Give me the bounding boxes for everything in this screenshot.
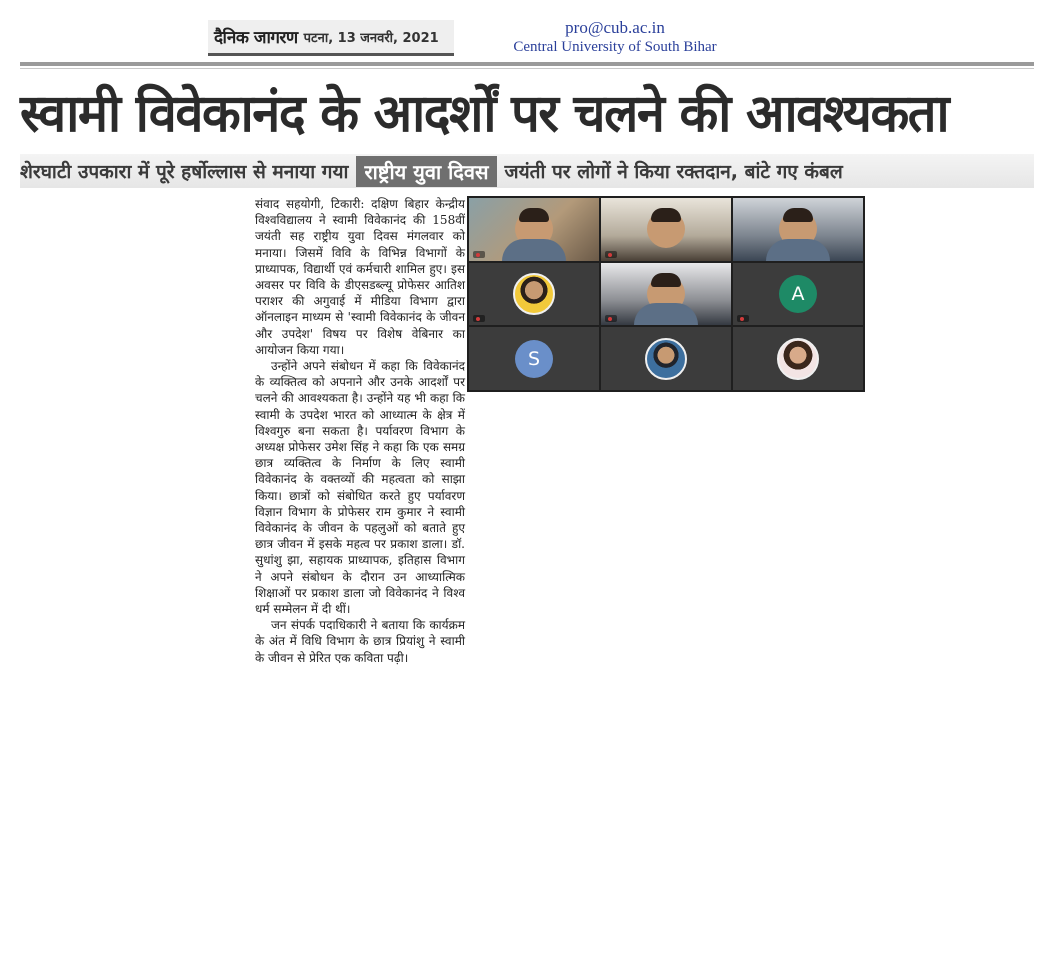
participant-body xyxy=(634,303,698,325)
participant-photo xyxy=(777,338,819,380)
participant-photo-tile xyxy=(601,327,731,390)
participant-name-tag xyxy=(605,251,617,258)
participant-name-tag xyxy=(737,315,749,322)
article-paragraph: उन्होंने अपने संबोधन में कहा कि विवेकानंद के व्यक्तित्व को अपनाने और उनके आदर्शों पर चलने की आवश्यकता है। उन्होंने यह भी कहा कि स्वामी के उपदेश भारत को आध्यात्म के क्षेत्र में विश्वगुरु बना सकता है। पर्यावरण विभाग के अध्यक्ष प्रोफेसर उमेश सिंह ने कहा कि एक समग्र छात्र व्यक्तित्व के निर्माण के लिए स्वामी विवेकानंद के वक्तव्यों की महत्वता को साझा किया। छात्रों को संबोधित करते हुए पर्यावरण विज्ञान विभाग के प्रोफेसर राम कुमार ने स्वामी विवेकानंद के जीवन के पहलुओं को बताते हुए छात्र जीवन में इसके महत्व पर प्रकाश डाला। डॉ. सुधांशु झा, सहायक प्राध्यापक, इतिहास विभाग ने अपने संबोधन के दौरान उन आध्यात्मिक शिक्षाओं पर प्रकाश डाला जो विवेकानंद ने विश्व धर्म सम्मेलन में दी थीं। xyxy=(255,359,465,617)
participant-video-tile xyxy=(733,198,863,261)
masthead-rule-thin xyxy=(20,68,1034,69)
article-paragraph: संवाद सहयोगी, टिकारी: दक्षिण बिहार केन्द्रीय विश्वविद्यालय ने स्वामी विवेकानंद की 158वीं जयंती सह राष्ट्रीय युवा दिवस मंगलवार को मनाया। जिसमें विवि के विभिन्न विभागों के प्राध्यापक, विद्यार्थी एवं कर्मचारी शामिल हुए। इस अवसर पर विवि के डीएसडब्ल्यू प्रोफेसर आतिश पराशर की अगुवाई में मीडिया विभाग द्वारा ऑनलाइन माध्यम से 'स्वामी विवेकानंद के जीवन और उपदेश' विषय पर विशेष वेबिनार का आयोजन किया गया। xyxy=(255,197,465,357)
participant-name-tag xyxy=(473,251,485,258)
newspaper-name: दैनिक जागरण xyxy=(214,28,298,48)
article-paragraph: जन संपर्क पदाधिकारी ने बताया कि कार्यक्रम के अंत में विधि विभाग के छात्र प्रियांशु ने स्वामी के जीवन से प्रेरित एक कविता पढ़ी। xyxy=(255,618,465,665)
participant-video-tile xyxy=(469,198,599,261)
newspaper-masthead xyxy=(208,20,454,56)
participant-photo-tile xyxy=(469,263,599,326)
article-headline: स्वामी विवेकानंद के आदर्शों पर चलने की आवश्यकता xyxy=(20,84,949,144)
participant-video-tile xyxy=(601,263,731,326)
participant-video-tile xyxy=(601,198,731,261)
subhead-before: शेरघाटी उपकारा में पूरे हर्षोल्लास से मनाया गया xyxy=(20,161,349,183)
participant-name-tag xyxy=(473,315,485,322)
participant-photo xyxy=(645,338,687,380)
participant-photo xyxy=(513,273,555,315)
webinar-screenshot xyxy=(467,196,865,392)
contact-block xyxy=(480,18,750,56)
article-body xyxy=(255,196,465,666)
participant-face xyxy=(647,210,685,248)
participant-avatar: A xyxy=(779,275,817,313)
participant-avatar: S xyxy=(515,340,553,378)
participant-body xyxy=(502,239,566,261)
contact-email: pro@cub.ac.in xyxy=(565,18,665,37)
article-subhead xyxy=(20,154,1034,188)
university-name: Central University of South Bihar xyxy=(513,39,717,55)
masthead-rule xyxy=(20,62,1034,66)
participant-name-tag xyxy=(605,315,617,322)
subhead-after: जयंती पर लोगों ने किया रक्तदान, बांटे गए कंबल xyxy=(504,161,843,183)
participant-avatar-tile xyxy=(733,263,863,326)
participant-avatar-tile xyxy=(469,327,599,390)
subhead-highlight: राष्ट्रीय युवा दिवस xyxy=(356,156,496,187)
participant-photo-tile xyxy=(733,327,863,390)
place-date: पटना, 13 जनवरी, 2021 xyxy=(303,30,439,46)
participant-body xyxy=(766,239,830,261)
